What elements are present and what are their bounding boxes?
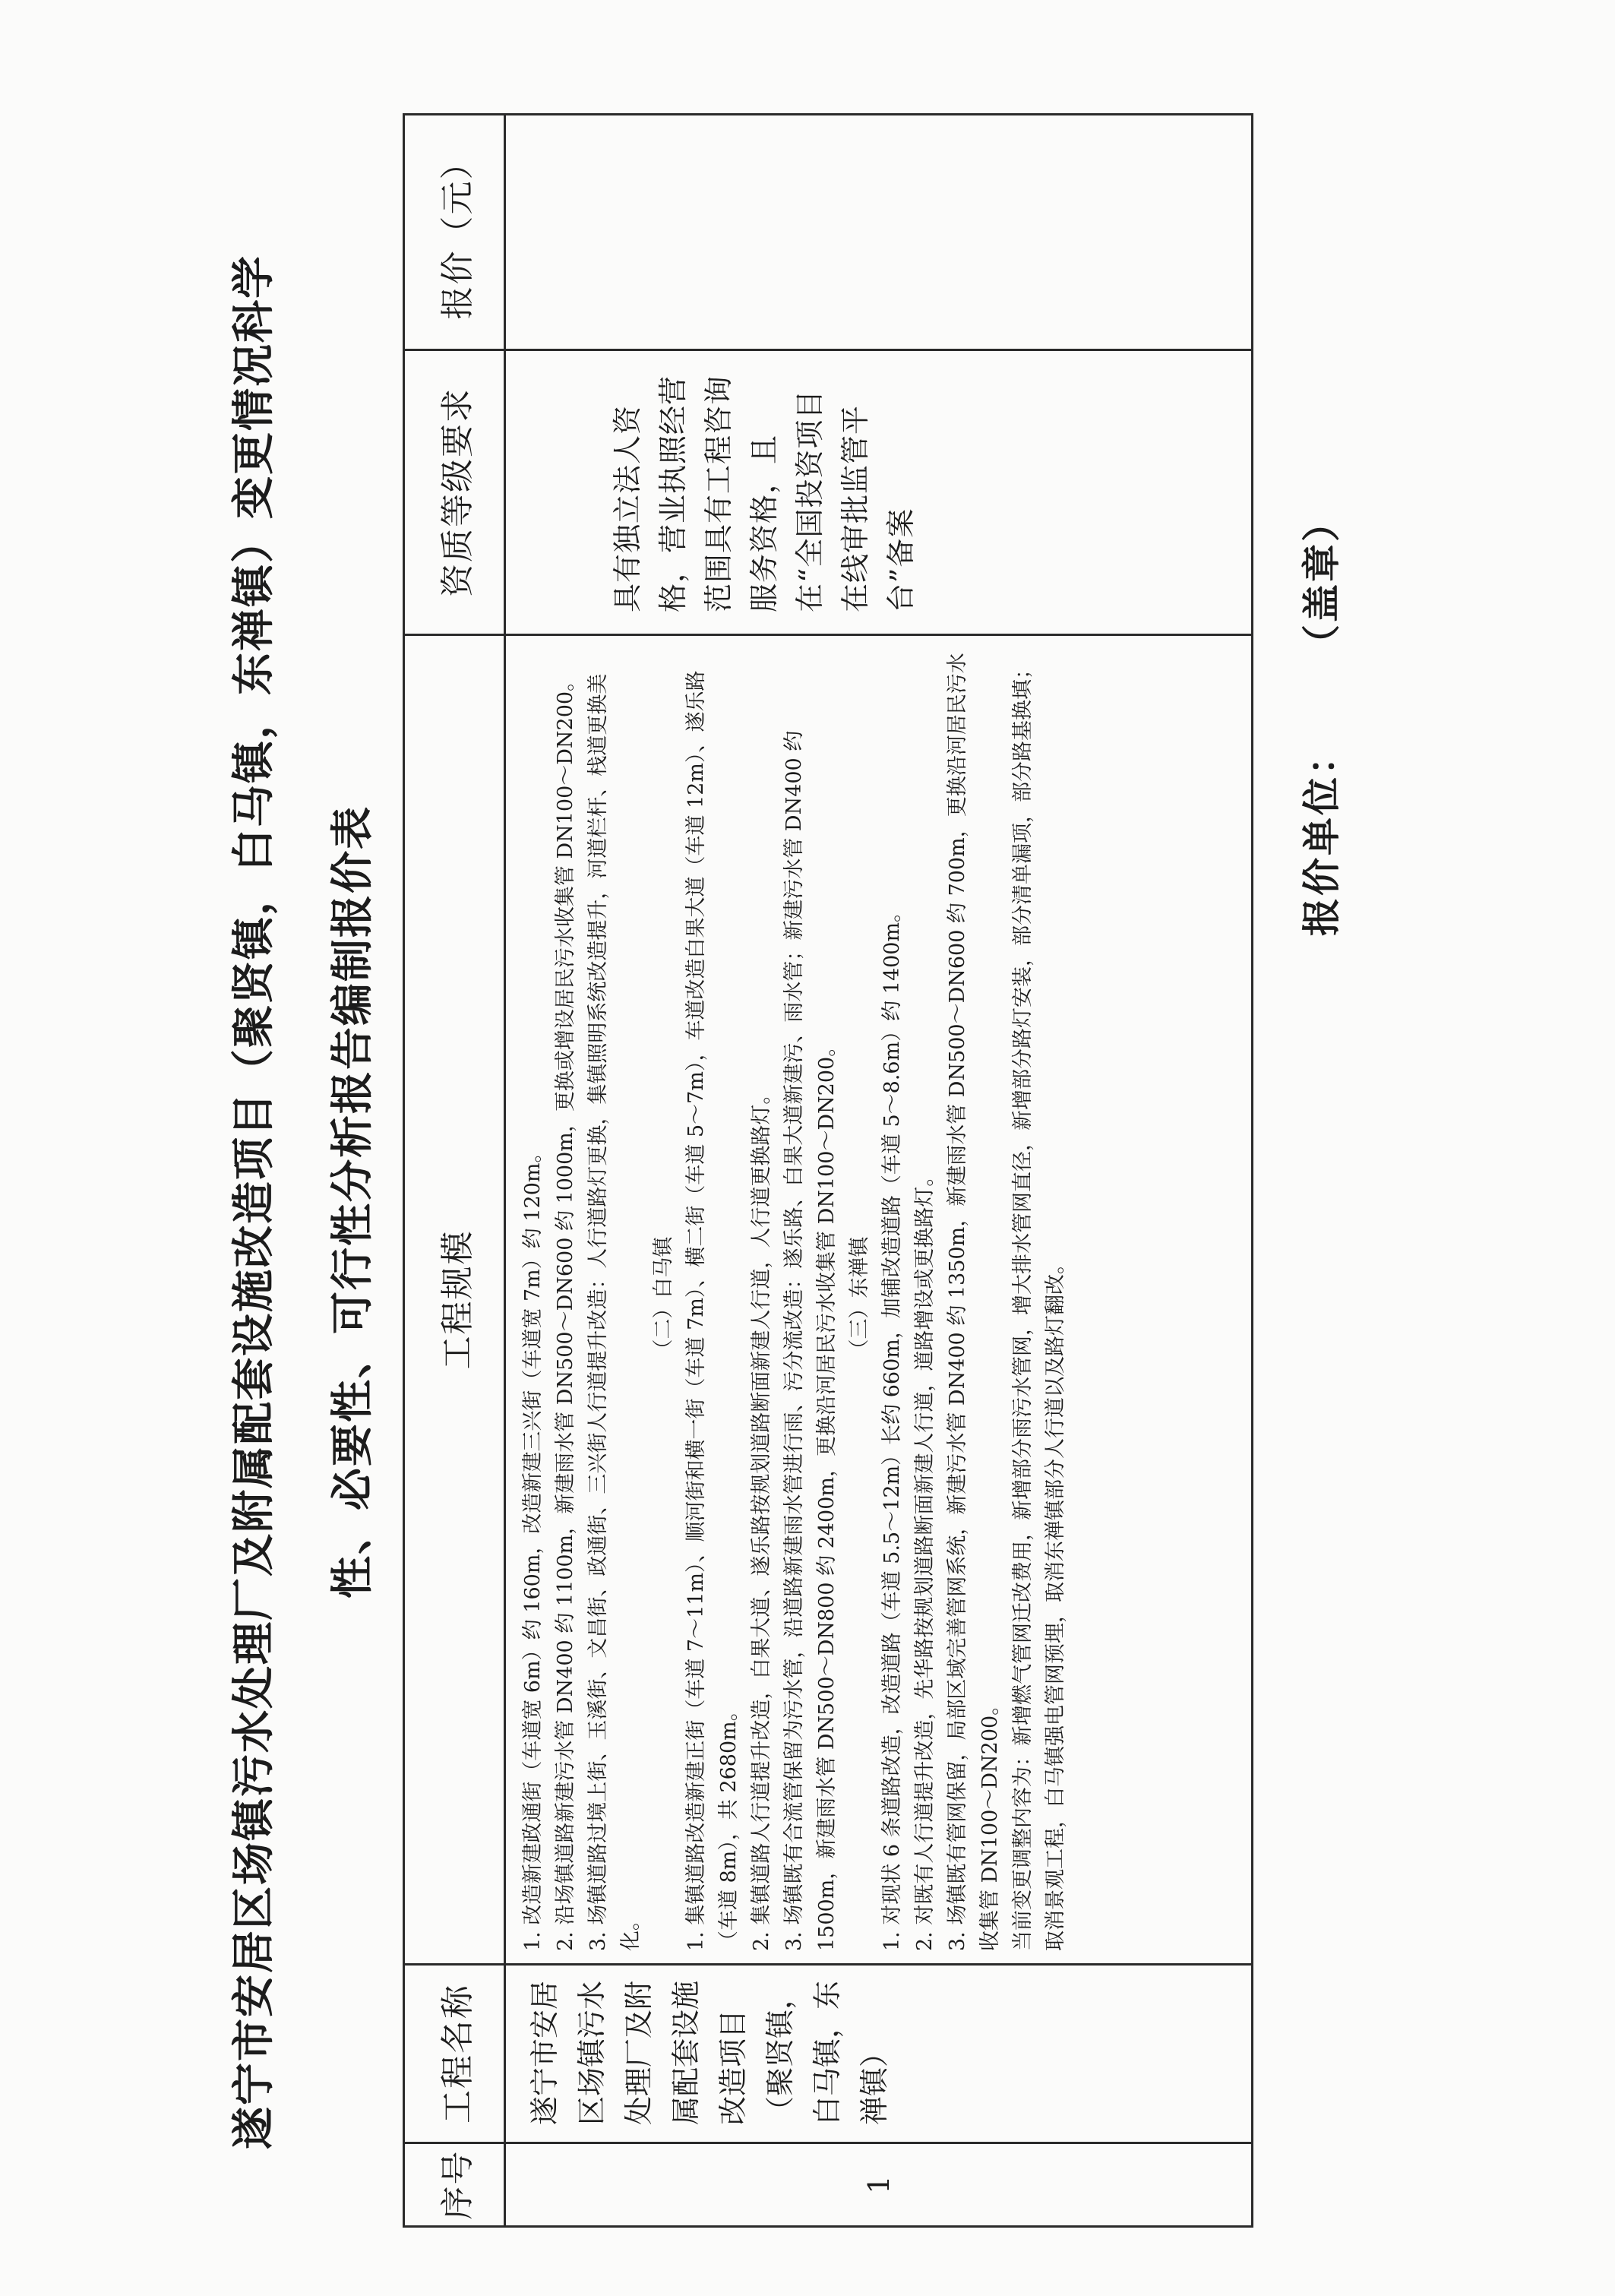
scale-section-heading: （三）东禅镇	[848, 1236, 871, 1360]
document-title-line1: 遂宁市安居区场镇污水处理厂及附属配套设施改造项目（聚贤镇，白马镇，东禅镇）变更情况科学	[229, 255, 279, 2149]
quotation-table	[403, 113, 1253, 2228]
header-qualification: 资质等级要求	[404, 350, 505, 635]
document-title-line2: 性、必要性、可行性分析报告编制报价表	[327, 805, 378, 1599]
scale-section-heading: （二）白马镇	[652, 1236, 675, 1360]
cell-seq: 1	[505, 2143, 1253, 2227]
scale-line: 3. 场镇既有管网保留，局部区域完善管网系统，新建污水管 DN400 约 1350m，新建雨水管 DN500～DN600 约 700m，更换沿河居民污水收集管 DN100～DN200。	[946, 653, 1002, 1951]
scale-line: 1. 集镇道路改造新建正街（车道 7～11m）、顺河街和横一街（车道 7m）、横二街（车道 5～7m），车道改造白果大道（车道 12m）、遂乐路（车道 8m），共 2680m。	[684, 670, 741, 1951]
cell-qualification: 具有独立法人资格，营业执照经营范围具有工程咨询服务资格，且在“全国投资项目在线审批监管平台”备案	[505, 350, 1253, 635]
scale-line: 3. 场镇既有合流管保留为污水管，沿道路新建雨水管进行雨、污分流改造：遂乐路、白果大道新建污、雨水管；新建污水管 DN400 约 1500m，新建雨水管 DN500～DN800 约 2400m，更换沿河居民污水收集管 DN100～DN200。	[782, 730, 839, 1951]
table-row	[505, 115, 1253, 2227]
header-seq: 序号	[404, 2143, 505, 2227]
scale-line: 1. 对现状 6 条道路改造，改造道路（车道 5.5～12m）长约 660m，加铺改造道路（车道 5～8.6m）约 1400m。	[880, 901, 904, 1951]
header-project-name: 工程名称	[404, 1965, 505, 2143]
cell-project-scale	[505, 635, 1253, 1965]
cell-price	[505, 115, 1253, 350]
scale-change-note: 当前变更调整内容为：新增燃气管网迁改费用，新增部分雨污水管网，增大排水管网直径，新增部分路灯安装，部分清单漏项，部分路基换填；取消景观工程，白马镇强电管网预埋，取消东禅镇部分人行道以及路灯翻改。	[1011, 659, 1067, 1951]
quoting-unit-label: 报价单位：	[1299, 735, 1344, 936]
scale-line: 2. 集镇道路人行道提升改造，白果大道、遂乐路按规划道路断面新建人行道，人行道更换路灯。	[750, 1083, 773, 1951]
header-project-scale: 工程规模	[404, 635, 505, 1965]
scale-line: 3. 场镇道路过境上街、玉溪街、文昌街、政通街、三兴街人行道提升改造：人行道路灯更换，集镇照明系统改造提升，河道栏杆、栈道更换美化。	[586, 673, 643, 1951]
stamp-placeholder: （盖章）	[1299, 501, 1344, 644]
scale-line: 2. 对既有人行道提升改造，先华路按规划道路断面新建人行道，道路增设或更换路灯。	[913, 1165, 937, 1951]
quoting-unit-signature	[1291, 501, 1346, 936]
scale-line: 2. 沿场镇道路新建污水管 DN400 约 1100m，新建雨水管 DN500～DN600 约 1000m，更换或增设居民污水收集管 DN100～DN200。	[554, 670, 577, 1951]
table-header-row	[404, 115, 505, 2227]
scale-line: 1. 改造新建政通街（车道宽 6m）约 160m，改造新建三兴街（车道宽 7m）约 120m。	[521, 1142, 545, 1951]
header-price: 报价（元）	[404, 115, 505, 350]
cell-project-name: 遂宁市安居区场镇污水处理厂及附属配套设施改造项目（聚贤镇，白马镇，东禅镇）	[505, 1965, 1253, 2143]
